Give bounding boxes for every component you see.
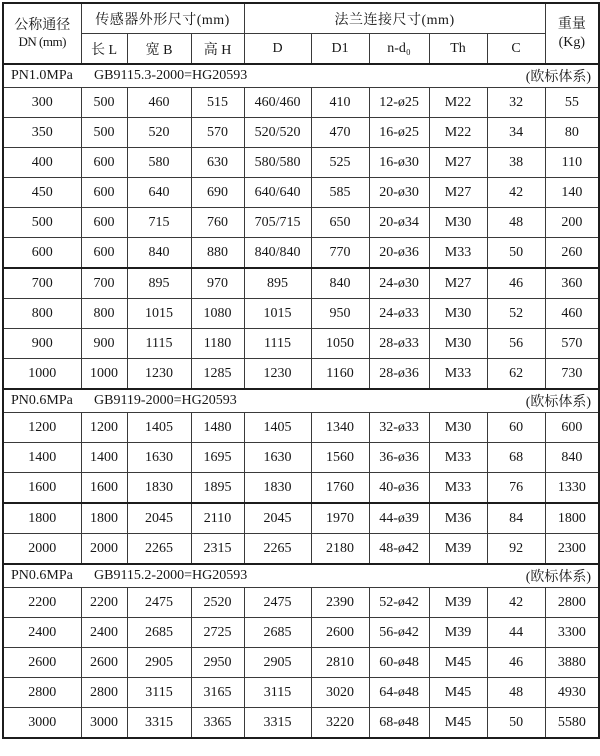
table-body [3,64,599,738]
table-cell: 3365 [191,708,244,739]
table-cell: 92 [487,534,545,565]
table-cell: 200 [545,208,599,238]
table-cell: 600 [3,238,81,269]
table-cell: 2000 [3,534,81,565]
table-cell: 690 [191,178,244,208]
table-cell: 62 [487,359,545,390]
table-cell: 2685 [127,618,191,648]
table-cell: 970 [191,268,244,299]
table-cell: 460/460 [244,88,311,118]
table-cell: 840 [311,268,369,299]
section-header-cell [3,564,599,588]
table-cell: 800 [81,299,127,329]
table-cell: 900 [3,329,81,359]
table-cell: 3220 [311,708,369,739]
table-cell: 2810 [311,648,369,678]
table-cell: 48-ø42 [369,534,429,565]
table-row [3,299,599,329]
table-cell: 1400 [3,443,81,473]
table-cell: 640/640 [244,178,311,208]
table-cell: 2725 [191,618,244,648]
header-flange-connection-group: 法兰连接尺寸(mm) [244,3,545,34]
table-cell: M22 [429,118,487,148]
table-cell: 2600 [311,618,369,648]
table-cell: 1340 [311,413,369,443]
table-cell: 1400 [81,443,127,473]
table-row [3,118,599,148]
table-row [3,708,599,739]
table-cell: 1695 [191,443,244,473]
section-system-note: (欧标体系) [525,395,592,410]
table-cell: M39 [429,534,487,565]
table-row [3,329,599,359]
table-cell: 1160 [311,359,369,390]
table-cell: 1115 [244,329,311,359]
table-cell: 28-ø36 [369,359,429,390]
table-cell: 1405 [244,413,311,443]
table-row [3,534,599,565]
table-cell: 48 [487,208,545,238]
table-cell: 580 [127,148,191,178]
table-cell: 2180 [311,534,369,565]
table-cell: 60 [487,413,545,443]
table-cell: 52-ø42 [369,588,429,618]
section-header-cell [3,64,599,88]
table-cell: 3880 [545,648,599,678]
table-cell: 840 [127,238,191,269]
table-cell: 1560 [311,443,369,473]
table-cell: 2000 [81,534,127,565]
table-cell: 580/580 [244,148,311,178]
table-cell: 3000 [3,708,81,739]
table-cell: 56 [487,329,545,359]
table-cell: 1630 [127,443,191,473]
table-cell: 470 [311,118,369,148]
table-cell: 1000 [81,359,127,390]
table-cell: 20-ø34 [369,208,429,238]
section-system-note: (欧标体系) [525,570,592,585]
table-cell: 12-ø25 [369,88,429,118]
table-cell: 2685 [244,618,311,648]
section-standard: GB9115.2-2000=HG20593 [94,568,248,583]
table-cell: 68 [487,443,545,473]
table-cell: 1285 [191,359,244,390]
table-cell: 950 [311,299,369,329]
table-cell: 800 [3,299,81,329]
table-row [3,178,599,208]
table-cell: 2475 [127,588,191,618]
section-header-content [11,566,591,586]
table-cell: M45 [429,648,487,678]
table-cell: M27 [429,148,487,178]
table-cell: 2200 [81,588,127,618]
table-cell: 4930 [545,678,599,708]
table-cell: 24-ø30 [369,268,429,299]
table-cell: 1200 [3,413,81,443]
header-nominal-diameter-unit: DN (mm) [18,34,66,50]
table-cell: M30 [429,413,487,443]
table-row [3,413,599,443]
table-cell: 42 [487,588,545,618]
table-cell: 760 [191,208,244,238]
table-cell: 46 [487,268,545,299]
section-header-content [11,66,591,86]
table-cell: 2905 [127,648,191,678]
table-cell: 1800 [81,503,127,534]
table-row [3,148,599,178]
table-cell: 350 [3,118,81,148]
table-cell: 68-ø48 [369,708,429,739]
table-row [3,88,599,118]
table-row [3,678,599,708]
table-cell: 585 [311,178,369,208]
table-cell: 1895 [191,473,244,504]
section-header-cell [3,389,599,413]
table-cell: 600 [81,208,127,238]
table-cell: 460 [545,299,599,329]
table-cell: M30 [429,208,487,238]
table-cell: 50 [487,238,545,269]
table-cell: 1630 [244,443,311,473]
table-cell: 1180 [191,329,244,359]
table-cell: 2520 [191,588,244,618]
table-cell: M45 [429,708,487,739]
section-header-row [3,389,599,413]
header-width-b: 宽 B [127,34,191,65]
table-cell: 32 [487,88,545,118]
table-cell: 2950 [191,648,244,678]
table-cell: 650 [311,208,369,238]
table-cell: 1200 [81,413,127,443]
table-cell: 32-ø33 [369,413,429,443]
table-cell: 500 [81,118,127,148]
table-cell: 2600 [3,648,81,678]
table-cell: 520 [127,118,191,148]
table-cell: 2475 [244,588,311,618]
section-pressure-rating: PN0.6MPa [11,568,73,583]
table-cell: 44 [487,618,545,648]
table-cell: 38 [487,148,545,178]
table-row [3,503,599,534]
table-cell: 730 [545,359,599,390]
table-cell: 16-ø25 [369,118,429,148]
header-length-l: 长 L [81,34,127,65]
table-cell: 40-ø36 [369,473,429,504]
table-cell: M39 [429,618,487,648]
table-cell: 3115 [127,678,191,708]
header-sensor-dimensions-group: 传感器外形尺寸(mm) [81,3,244,34]
table-cell: 1230 [244,359,311,390]
table-cell: 2265 [127,534,191,565]
table-cell: 2110 [191,503,244,534]
table-cell: 880 [191,238,244,269]
table-cell: 52 [487,299,545,329]
header-n-d0: n-d₀ [369,34,429,65]
table-cell: 64-ø48 [369,678,429,708]
section-header-row [3,64,599,88]
table-cell: 600 [545,413,599,443]
table-cell: 400 [3,148,81,178]
table-cell: 2400 [3,618,81,648]
table-cell: 1000 [3,359,81,390]
table-cell: 3020 [311,678,369,708]
table-row [3,648,599,678]
table-cell: 500 [81,88,127,118]
table-cell: 16-ø30 [369,148,429,178]
table-cell: 640 [127,178,191,208]
table-cell: 50 [487,708,545,739]
table-cell: 1800 [3,503,81,534]
table-cell: 2045 [244,503,311,534]
table-cell: 1830 [244,473,311,504]
header-c: C [487,34,545,65]
table-cell: 515 [191,88,244,118]
table-cell: 700 [3,268,81,299]
table-cell: 520/520 [244,118,311,148]
table-cell: 1050 [311,329,369,359]
table-cell: 2905 [244,648,311,678]
table-cell: M22 [429,88,487,118]
table-cell: 1600 [81,473,127,504]
table-row [3,443,599,473]
table-cell: 42 [487,178,545,208]
table-cell: 895 [244,268,311,299]
table-cell: 715 [127,208,191,238]
table-cell: 34 [487,118,545,148]
table-cell: 56-ø42 [369,618,429,648]
header-weight [545,3,599,64]
section-header-content [11,391,591,411]
table-cell: 1480 [191,413,244,443]
table-cell: 3165 [191,678,244,708]
table-cell: 2315 [191,534,244,565]
section-header-row [3,564,599,588]
table-cell: 36-ø36 [369,443,429,473]
table-cell: 84 [487,503,545,534]
table-cell: 570 [191,118,244,148]
table-cell: 1405 [127,413,191,443]
table-cell: 110 [545,148,599,178]
table-cell: M36 [429,503,487,534]
section-standard: GB9119-2000=HG20593 [94,393,237,408]
table-cell: 770 [311,238,369,269]
table-cell: 410 [311,88,369,118]
table-cell: 2265 [244,534,311,565]
table-cell: 3315 [127,708,191,739]
table-header [3,3,599,64]
table-cell: 570 [545,329,599,359]
table-cell: 300 [3,88,81,118]
table-cell: 460 [127,88,191,118]
table-cell: M27 [429,268,487,299]
table-cell: M39 [429,588,487,618]
table-cell: 600 [81,238,127,269]
table-row [3,588,599,618]
table-cell: 2400 [81,618,127,648]
table-cell: 2600 [81,648,127,678]
table-cell: 840 [545,443,599,473]
table-cell: M45 [429,678,487,708]
table-cell: 48 [487,678,545,708]
table-cell: 450 [3,178,81,208]
table-cell: 1015 [127,299,191,329]
table-cell: 1330 [545,473,599,504]
table-cell: 260 [545,238,599,269]
table-cell: 1015 [244,299,311,329]
table-cell: M33 [429,359,487,390]
table-cell: 2800 [3,678,81,708]
table-cell: 700 [81,268,127,299]
table-cell: 140 [545,178,599,208]
table-cell: 76 [487,473,545,504]
table-cell: 630 [191,148,244,178]
flange-spec-table [2,2,600,739]
table-row [3,268,599,299]
table-cell: 500 [3,208,81,238]
header-row-groups [3,3,599,34]
table-cell: 3000 [81,708,127,739]
table-cell: M27 [429,178,487,208]
table-cell: 705/715 [244,208,311,238]
table-cell: 840/840 [244,238,311,269]
table-row [3,208,599,238]
table-cell: 900 [81,329,127,359]
table-cell: 28-ø33 [369,329,429,359]
header-nominal-diameter [3,3,81,64]
table-cell: 46 [487,648,545,678]
table-cell: 1830 [127,473,191,504]
section-pressure-rating: PN1.0MPa [11,68,73,83]
section-system-note: (欧标体系) [525,70,592,85]
table-cell: 1800 [545,503,599,534]
header-nominal-diameter-cn: 公称通径 [14,17,71,33]
table-cell: M33 [429,238,487,269]
table-cell: 895 [127,268,191,299]
header-row-columns [3,34,599,65]
section-pressure-rating: PN0.6MPa [11,393,73,408]
table-row [3,238,599,269]
table-cell: 600 [81,148,127,178]
table-cell: M30 [429,329,487,359]
table-cell: 5580 [545,708,599,739]
table-cell: 1600 [3,473,81,504]
table-cell: 2045 [127,503,191,534]
table-row [3,618,599,648]
header-d1: D1 [311,34,369,65]
table-cell: 20-ø30 [369,178,429,208]
header-weight-unit: (Kg) [558,34,586,50]
table-cell: 2200 [3,588,81,618]
table-row [3,473,599,504]
table-cell: 44-ø39 [369,503,429,534]
table-cell: M33 [429,443,487,473]
table-cell: 60-ø48 [369,648,429,678]
table-cell: 80 [545,118,599,148]
header-height-h: 高 H [191,34,244,65]
table-cell: 2800 [81,678,127,708]
table-cell: 525 [311,148,369,178]
table-cell: 1115 [127,329,191,359]
table-cell: 600 [81,178,127,208]
table-cell: 3300 [545,618,599,648]
table-cell: 24-ø33 [369,299,429,329]
header-th: Th [429,34,487,65]
table-cell: 360 [545,268,599,299]
table-cell: 1970 [311,503,369,534]
table-cell: 20-ø36 [369,238,429,269]
table-cell: 3115 [244,678,311,708]
table-cell: 2800 [545,588,599,618]
table-row [3,359,599,390]
table-cell: 1230 [127,359,191,390]
table-cell: 1080 [191,299,244,329]
table-cell: 2390 [311,588,369,618]
table-cell: M33 [429,473,487,504]
section-standard: GB9115.3-2000=HG20593 [94,68,248,83]
table-cell: 2300 [545,534,599,565]
header-weight-cn: 重量 [557,17,586,32]
header-d: D [244,34,311,65]
table-cell: 1760 [311,473,369,504]
table-cell: 3315 [244,708,311,739]
table-cell: M30 [429,299,487,329]
table-cell: 55 [545,88,599,118]
